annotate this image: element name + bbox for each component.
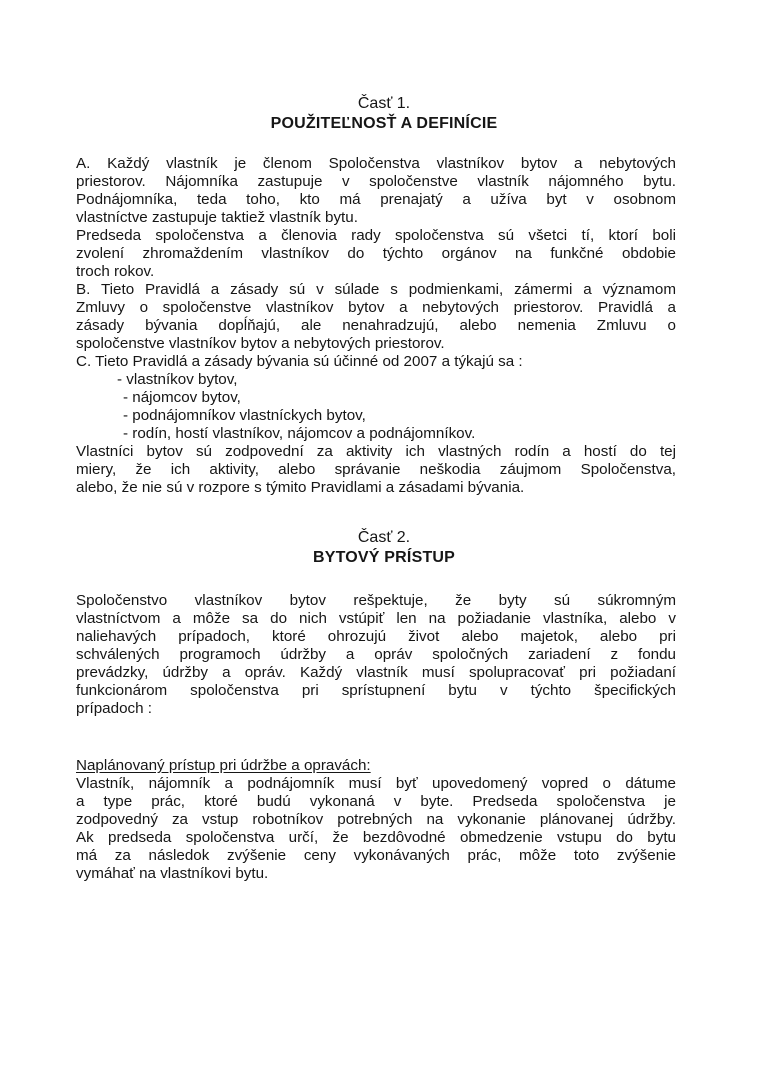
part1-line: C. Tieto Pravidlá a zásady bývania sú účinné od 2007 a týkajú sa :	[76, 353, 523, 370]
part2-line: a type prác, ktoré budú vykonaná v byte. Predseda spoločenstva je	[76, 793, 676, 810]
part1-line: troch rokov.	[76, 263, 155, 280]
part1-line: Podnájomníka, teda toho, kto má prenajatý a užíva byt v osobnom	[76, 191, 676, 208]
part2-line: vymáhať na vlastníkovi bytu.	[76, 865, 269, 882]
part2-line: prípadoch :	[76, 700, 152, 717]
part1-line: miery, že ich aktivity, alebo správanie neškodia záujmom Spoločenstva,	[76, 461, 676, 478]
list-item: - podnájomníkov vlastníckych bytov,	[123, 407, 366, 424]
part1-line: zásady bývania dopĺňajú, ale nenahradzujú, alebo nemenia Zmluvu o	[76, 317, 676, 334]
list-item: - rodín, hostí vlastníkov, nájomcov a podnájomníkov.	[123, 425, 476, 442]
part1-line: Zmluvy o spoločenstve vlastníkov bytov a nebytových priestorov. Pravidlá a	[76, 299, 676, 316]
part2-line: naliehavých prípadoch, ktoré ohrozujú život alebo majetok, alebo pri	[76, 628, 676, 645]
part1-line: vlastníctve zastupuje taktiež vlastník bytu.	[76, 209, 358, 226]
part1-line: alebo, že nie sú v rozpore s týmito Pravidlami a zásadami bývania.	[76, 479, 525, 496]
part1-line: Predseda spoločenstva a členovia rady spoločenstva sú všetci tí, ktorí boli	[76, 227, 676, 244]
part2-line: funkcionárom spoločenstva pri sprístupnení bytu v týchto špecifických	[76, 682, 676, 699]
part2-line: má za následok zvýšenie ceny vykonávaných prác, môže toto zvýšenie	[76, 847, 676, 864]
part1-number: Časť 1.	[357, 95, 411, 112]
part1-line: B. Tieto Pravidlá a zásady sú v súlade s podmienkami, zámermi a významom	[76, 281, 676, 298]
part1-line: A. Každý vlastník je členom Spoločenstva vlastníkov bytov a nebytových	[76, 155, 676, 172]
part1-line: Vlastníci bytov sú zodpovední za aktivity ich vlastných rodín a hostí do tej	[76, 443, 676, 460]
part1-line: zvolení zhromaždením vlastníkov do týchto orgánov na funkčné obdobie	[76, 245, 676, 262]
part2-line: zodpovedný za vstup robotníkov potrebných na vykonanie plánovanej údržby.	[76, 811, 676, 828]
list-item: - nájomcov bytov,	[123, 389, 241, 406]
part2-line: vlastníctvom a môže sa do nich vstúpiť len na požiadanie vlastníka, alebo v	[76, 610, 676, 627]
part2-line: schválených programoch údržby a opráv spoločných zariadení z fondu	[76, 646, 676, 663]
part2-line: Vlastník, nájomník a podnájomník musí byť upovedomený vopred o dátume	[76, 775, 676, 792]
part2-title: BYTOVÝ PRÍSTUP	[312, 549, 456, 566]
part2-subheading: Naplánovaný prístup pri údržbe a opravách:	[76, 757, 371, 774]
part1-title: POUŽITEĽNOSŤ A DEFINÍCIE	[270, 115, 498, 132]
part1-line: priestorov. Nájomníka zastupuje v spoločenstve vlastník nájomného bytu.	[76, 173, 676, 190]
list-item: - vlastníkov bytov,	[117, 371, 238, 388]
part2-number: Časť 2.	[357, 529, 411, 546]
part1-line: spoločenstve vlastníkov bytov a nebytových priestorov.	[76, 335, 445, 352]
part2-line: Spoločenstvo vlastníkov bytov rešpektuje, že byty sú súkromným	[76, 592, 676, 609]
part2-line: Ak predseda spoločenstva určí, že bezdôvodné obmedzenie vstupu do bytu	[76, 829, 676, 846]
part2-line: prevádzky, údržby a opráv. Každý vlastník musí spolupracovať pri požiadaní	[76, 664, 676, 681]
